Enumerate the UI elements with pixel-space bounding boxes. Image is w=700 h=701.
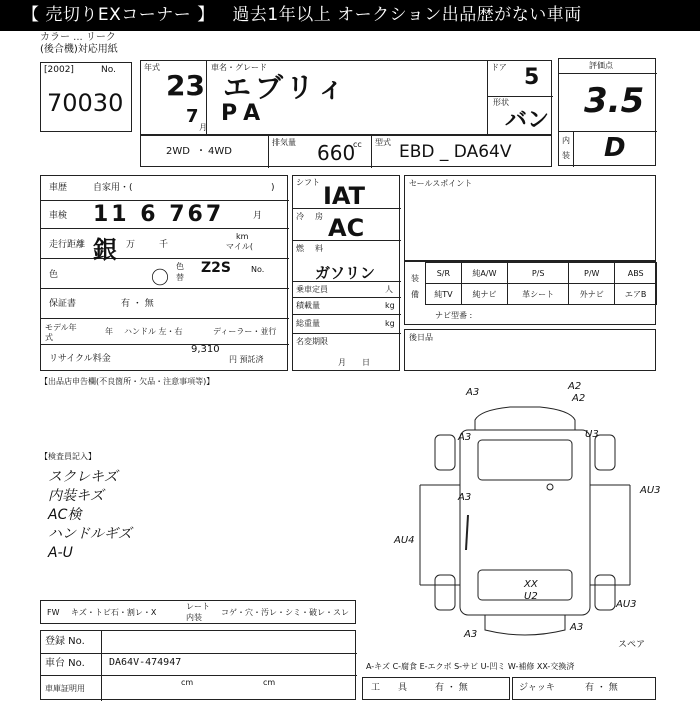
damage-mark-12: A3 (570, 622, 584, 633)
cm-unit-2: cm (263, 678, 276, 687)
garage-label: 車庫証明用 (45, 684, 85, 693)
interior-label-2: 装 (562, 151, 570, 160)
model-year-unit: 年 (105, 327, 113, 336)
equip-pw: P/W (569, 263, 615, 284)
tools-box (362, 677, 510, 700)
damage-legend: A-キズ C-腐食 E-エクボ S-サビ U-凹ミ W-補修 XX-交換済 (366, 662, 575, 671)
mileage-label: 走行距離 (49, 240, 86, 250)
banner-right-bracket: 】 (197, 5, 215, 25)
registration-box (40, 630, 356, 700)
equipment-box (404, 261, 656, 325)
fw-items: キズ・トビ石・割レ・X (71, 608, 157, 617)
warranty-label: 保証書 (49, 299, 77, 309)
equip-airbag: エアB (615, 284, 657, 305)
recycle-amount: 9,310 (191, 344, 220, 355)
equip-sr: S/R (426, 263, 462, 284)
cm-unit-1: cm (181, 678, 194, 687)
vehicle-box (140, 60, 552, 135)
tools-label: 工 具 (371, 683, 408, 693)
shaken-value: 11 6 767 (93, 202, 225, 227)
chassis-number: DA64V-474947 (109, 657, 182, 668)
mileage-value: 銀 (93, 236, 117, 264)
rating-label: 評価点 (589, 61, 613, 70)
notes-box (404, 329, 656, 371)
capacity-label-1: 積載量 (296, 301, 320, 310)
damage-mark-5: A3 (458, 492, 472, 503)
rating-score: 3.5 (584, 81, 645, 121)
damage-mark-8: XX (524, 579, 538, 590)
color-no-label-2: 替 (176, 273, 184, 282)
windshield (478, 440, 572, 480)
history-box (40, 175, 288, 371)
ac-value: AC (328, 214, 365, 242)
jack-label: ジャッキ (519, 683, 555, 693)
damage-mark-9: U2 (524, 591, 538, 602)
inspector-note-4: A-U (48, 545, 73, 561)
recycle-label: リサイクル料金 (49, 354, 111, 364)
color-label: 色 (49, 270, 59, 280)
door-label: ドア (491, 63, 507, 72)
inspector-note-3: ハンドルギズ (48, 526, 132, 542)
lot-label: No. (101, 65, 116, 75)
navi-model-label: ナビ型番 : (435, 311, 473, 320)
equip-tv: 純TV (426, 284, 462, 305)
equipment-label-1: 装 (411, 274, 419, 283)
damage-mark-0: A3 (466, 387, 480, 398)
history-value: 自家用・( (93, 183, 133, 193)
month-unit: 月 (199, 123, 207, 132)
interior-grade: D (604, 133, 626, 163)
capacity-unit-2: kg (385, 319, 395, 328)
recycle-unit: 円 預託済 (229, 355, 264, 364)
model-year: 23 (166, 69, 205, 102)
capacity-unit-1: kg (385, 301, 395, 310)
handle-option: ハンドル 左・右 (124, 327, 183, 336)
equip-ps: P/S (508, 263, 569, 284)
capacity-label-0: 乗車定員 (296, 285, 328, 294)
damage-mark-4: U3 (585, 429, 599, 440)
damage-mark-2: A2 (572, 393, 586, 404)
fuel-label-1: 燃 (296, 244, 304, 253)
color-no-label-1: 色 (176, 262, 184, 271)
jack-value: 有 ・ 無 (585, 683, 618, 693)
equipment-label-2: 備 (411, 290, 419, 299)
dealer-option: ディーラー・並行 (213, 327, 277, 336)
equip-navi: 純ナビ (461, 284, 507, 305)
model-year-label: モデル年式 (45, 323, 77, 342)
fw-leet: レート (186, 602, 210, 611)
car-top-outline (475, 407, 575, 430)
equip-abs: ABS (615, 263, 657, 284)
mileage-mile: マイル( (226, 242, 253, 251)
mileage-km: km (236, 232, 249, 241)
equipment-grid (425, 262, 657, 305)
equip-leather: 革シート (508, 284, 569, 305)
shaken-label: 車検 (49, 211, 68, 221)
color-code: Z2S (201, 260, 231, 276)
equip-aw: 純A/W (461, 263, 507, 284)
shaken-unit: 月 (253, 211, 263, 221)
car-damage-diagram (394, 381, 700, 655)
shift-value: IAT (323, 182, 366, 210)
name-change-label: 名変期限 (296, 337, 328, 346)
spec-row (140, 135, 552, 167)
model-code: EBD _ DA64V (399, 142, 512, 162)
lot-box (40, 62, 132, 132)
inspector-note-0: スクレキズ (48, 469, 118, 485)
cc-unit: cc (353, 140, 362, 149)
sales-point-label: セールスポイント (409, 179, 473, 188)
inspector-note-2: AC検 (48, 507, 82, 523)
damage-mark-7: AU4 (394, 535, 415, 546)
nenshiki-label: 年式 (144, 63, 160, 72)
mileage-man: 万 (126, 240, 136, 250)
jack-box (512, 677, 656, 700)
spare-label: スペア (618, 640, 646, 650)
warranty-value: 有 ・ 無 (121, 299, 154, 309)
year-tag: [2002] (44, 65, 74, 75)
drive-2wd: 2WD (166, 146, 190, 157)
drive-sep: ・ (196, 146, 206, 157)
history-close: ) (271, 183, 275, 193)
shape-label: 形状 (493, 98, 509, 107)
seller-notes-label: 【出品店申告欄(不良箇所・欠品・注意事項等)】 (40, 377, 215, 386)
model-label: 車名・グレード (211, 63, 267, 72)
sales-point-box (404, 175, 656, 261)
chassis-label: 車台 No. (45, 658, 85, 669)
displacement-value: 660 (317, 141, 356, 165)
drive-4wd: 4WD (208, 146, 232, 157)
type-label: 型式 (375, 138, 391, 147)
fw-items2: コゲ・穴・汚レ・シミ・破レ・スレ (221, 608, 349, 617)
model-month: 7 (186, 106, 199, 127)
lot-number: 70030 (47, 89, 124, 117)
damage-mark-6: AU3 (640, 485, 661, 496)
banner-notice: 過去1年以上 オークション出品歴がない車両 (232, 5, 582, 25)
rating-box (558, 58, 656, 166)
capacity-label-2: 総重量 (296, 319, 320, 328)
tools-value: 有 ・ 無 (435, 683, 468, 693)
reg-label: 登録 No. (45, 636, 85, 647)
name-change-unit: 月 日 (338, 358, 370, 367)
fuel-label-2: 料 (315, 244, 323, 253)
spec-column (292, 175, 400, 371)
ac-label-1: 冷 (296, 212, 304, 221)
header-partial-line: カラー ... リーク (40, 32, 116, 43)
color-no-suffix: No. (251, 265, 265, 274)
capacity-unit-0: 人 (385, 285, 393, 294)
damage-mark-3: A3 (458, 432, 472, 443)
notes-label: 後日品 (409, 333, 433, 342)
inspector-note-1: 内装キズ (48, 488, 104, 504)
color-circle: 〇 (151, 268, 169, 289)
history-label: 車歴 (49, 183, 68, 193)
banner-left-bracket: 【 (22, 5, 40, 25)
damage-mark-10: AU3 (616, 599, 637, 610)
shift-label: シフト (296, 178, 320, 187)
fuel-value: ガソリン (315, 264, 376, 282)
fw-label: FW (47, 608, 60, 617)
damage-mark-11: A3 (464, 629, 478, 640)
vehicle-grade: PA (221, 101, 269, 126)
fw-row (40, 600, 356, 624)
vehicle-shape: バン (505, 108, 550, 133)
mileage-sen: 千 (159, 240, 169, 250)
interior-label-1: 内 (562, 136, 570, 145)
banner-label: 売切りEXコーナー (45, 5, 192, 25)
ac-label-2: 房 (315, 212, 323, 221)
equip-ext-navi: 外ナビ (569, 284, 615, 305)
form-note: (後合機)対応用紙 (40, 44, 118, 55)
fw-leet2: 内装 (186, 613, 202, 622)
door-count: 5 (524, 65, 540, 90)
inspector-label: 【検査員記入】 (40, 452, 96, 461)
displacement-label: 排気量 (272, 138, 296, 147)
title-banner (0, 0, 700, 31)
damage-mark-1: A2 (568, 381, 582, 392)
inspector-notes (48, 468, 132, 563)
vehicle-name: エブリィ (223, 71, 349, 104)
